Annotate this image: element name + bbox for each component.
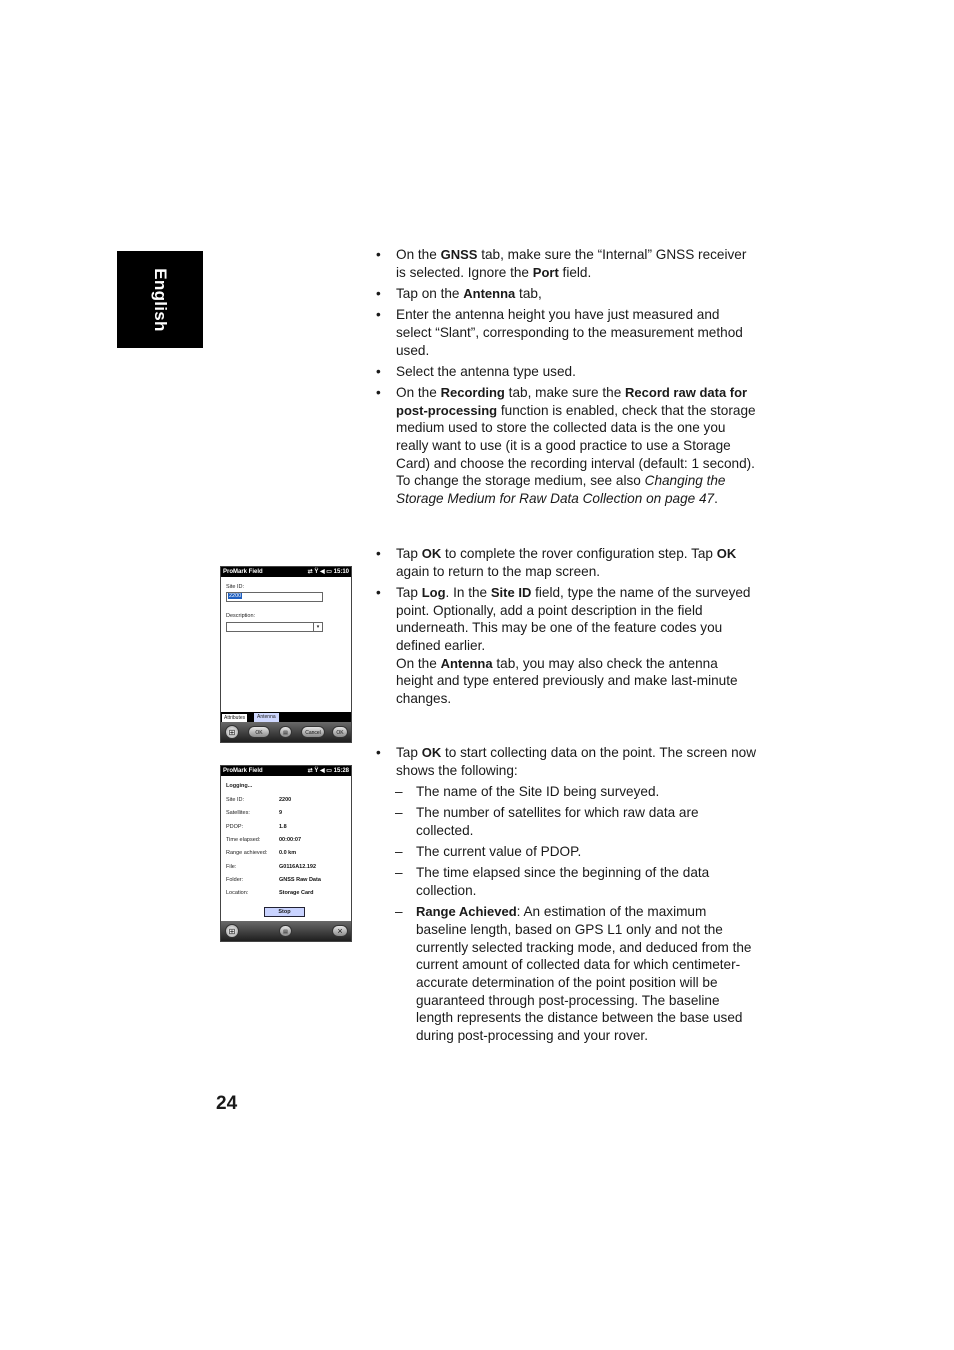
row-value: 2200 <box>279 797 292 803</box>
row-label: File: <box>226 864 237 870</box>
instruction-block-1 <box>376 246 758 511</box>
device-screen-log-point <box>220 566 352 743</box>
list-item: • On the Recording tab, make sure the Record raw data for post-processing function is enabled, check that the storage medium used to store the collected data is the one you really want to use (it is a good practice to use a Storage Card) and choose the recording interval (default: 1 second). To change the storage medium, see also Changing the Storage Medium for Raw Data Collection on page 47. <box>376 384 756 507</box>
sub-list-item: – Range Achieved: An estimation of the maximum baseline length, based on GPS L1 only and not the currently selected tracking mode, and deduced from the current amount of collected data for which centimeter-accurate determination of the point position will be guaranteed through post-processing. The baseline length represents the distance between the base used during post-processing and your rover. <box>395 904 752 1044</box>
language-tab-label: English <box>151 267 170 332</box>
signal-icon: ⇄ Ÿ ◀ ▭ <box>307 768 334 774</box>
close-icon[interactable]: × <box>332 925 348 937</box>
cross-reference-link[interactable]: Changing the Storage Medium for Raw Data Collection on page 47 <box>396 473 726 507</box>
list-item: • Tap on the Antenna tab, <box>376 285 542 301</box>
sub-list-item: – The name of the Site ID being surveyed. <box>395 783 660 799</box>
list-item: • Tap Log. In the Site ID field, type the name of the surveyed point. Optionally, add a point description in the field underneath. This may be one of the feature codes you defined earlier. On the Antenna tab, you may also check the antenna height and type entered previously and make last-minute changes. <box>376 584 751 707</box>
row-value: 1.8 <box>279 824 287 830</box>
instruction-block-2 <box>376 545 758 711</box>
row-value: 0.0 km <box>279 850 297 856</box>
description-label: Description: <box>226 613 256 619</box>
list-item: • On the GNSS tab, make sure the “Internal” GNSS receiver is selected. Ignore the Port field. <box>376 247 747 280</box>
row-label: Folder: <box>226 877 244 883</box>
list-item: • Select the antenna type used. <box>376 363 576 379</box>
device-screen-logging <box>220 765 352 942</box>
row-label: Range achieved: <box>226 850 268 856</box>
screen-title-bar: ProMark Field ⇄ Ÿ ◀ ▭ 15:10 <box>223 569 349 575</box>
instruction-block-3 <box>376 744 758 1048</box>
row-value: GNSS Raw Data <box>279 877 321 883</box>
site-id-input[interactable]: 2200 <box>226 592 323 602</box>
logging-status: Logging... <box>226 783 253 789</box>
list-item: • Enter the antenna height you have just measured and select “Slant”, corresponding to the measurement method used. <box>376 307 743 358</box>
sub-list-item: – The time elapsed since the beginning of the data collection. <box>395 865 710 898</box>
row-label: Satellites: <box>226 810 250 816</box>
windows-start-icon[interactable]: ⊞ <box>225 725 239 739</box>
row-label: Site ID: <box>226 797 245 803</box>
tab-antenna[interactable]: Antenna <box>254 713 279 723</box>
signal-icon: ⇄ Ÿ ◀ ▭ <box>307 569 334 575</box>
screen-bottom-bar <box>221 722 351 742</box>
row-label: PDOP: <box>226 824 244 830</box>
windows-start-icon[interactable]: ⊞ <box>225 924 239 938</box>
row-value: 00:00:07 <box>279 837 302 843</box>
description-input[interactable] <box>226 622 323 632</box>
ok-button[interactable]: OK <box>248 726 270 738</box>
list-item: • Tap OK to start collecting data on the point. The screen now shows the following: <box>376 745 757 778</box>
screen-title-bar: ProMark Field ⇄ Ÿ ◀ ▭ 15:28 <box>223 768 349 774</box>
language-tab <box>117 251 203 348</box>
row-value: G0116A12.192 <box>279 864 317 870</box>
tab-attributes[interactable]: Attributes <box>224 715 246 721</box>
sub-list-item: – The number of satellites for which raw data are collected. <box>395 805 699 838</box>
cancel-button[interactable]: Cancel <box>301 726 325 738</box>
row-label: Location: <box>226 890 249 896</box>
screen-bottom-bar <box>221 921 351 941</box>
keyboard-icon[interactable]: ▤ <box>279 726 292 738</box>
list-item: • Tap OK to complete the rover configuration step. Tap OK again to return to the map screen. <box>376 546 737 579</box>
ok-round-button[interactable]: OK <box>332 726 348 738</box>
keyboard-icon[interactable]: ▤ <box>279 925 292 937</box>
row-label: Time elapsed: <box>226 837 261 843</box>
page-number: 24 <box>216 1093 238 1114</box>
row-value: Storage Card <box>279 890 314 896</box>
dropdown-icon[interactable]: ▾ <box>313 623 322 631</box>
stop-button[interactable]: Stop <box>264 907 305 917</box>
site-id-label: Site ID: <box>226 584 245 590</box>
sub-list-item: – The current value of PDOP. <box>395 844 582 860</box>
row-value: 9 <box>279 810 283 816</box>
tab-strip <box>221 712 351 722</box>
